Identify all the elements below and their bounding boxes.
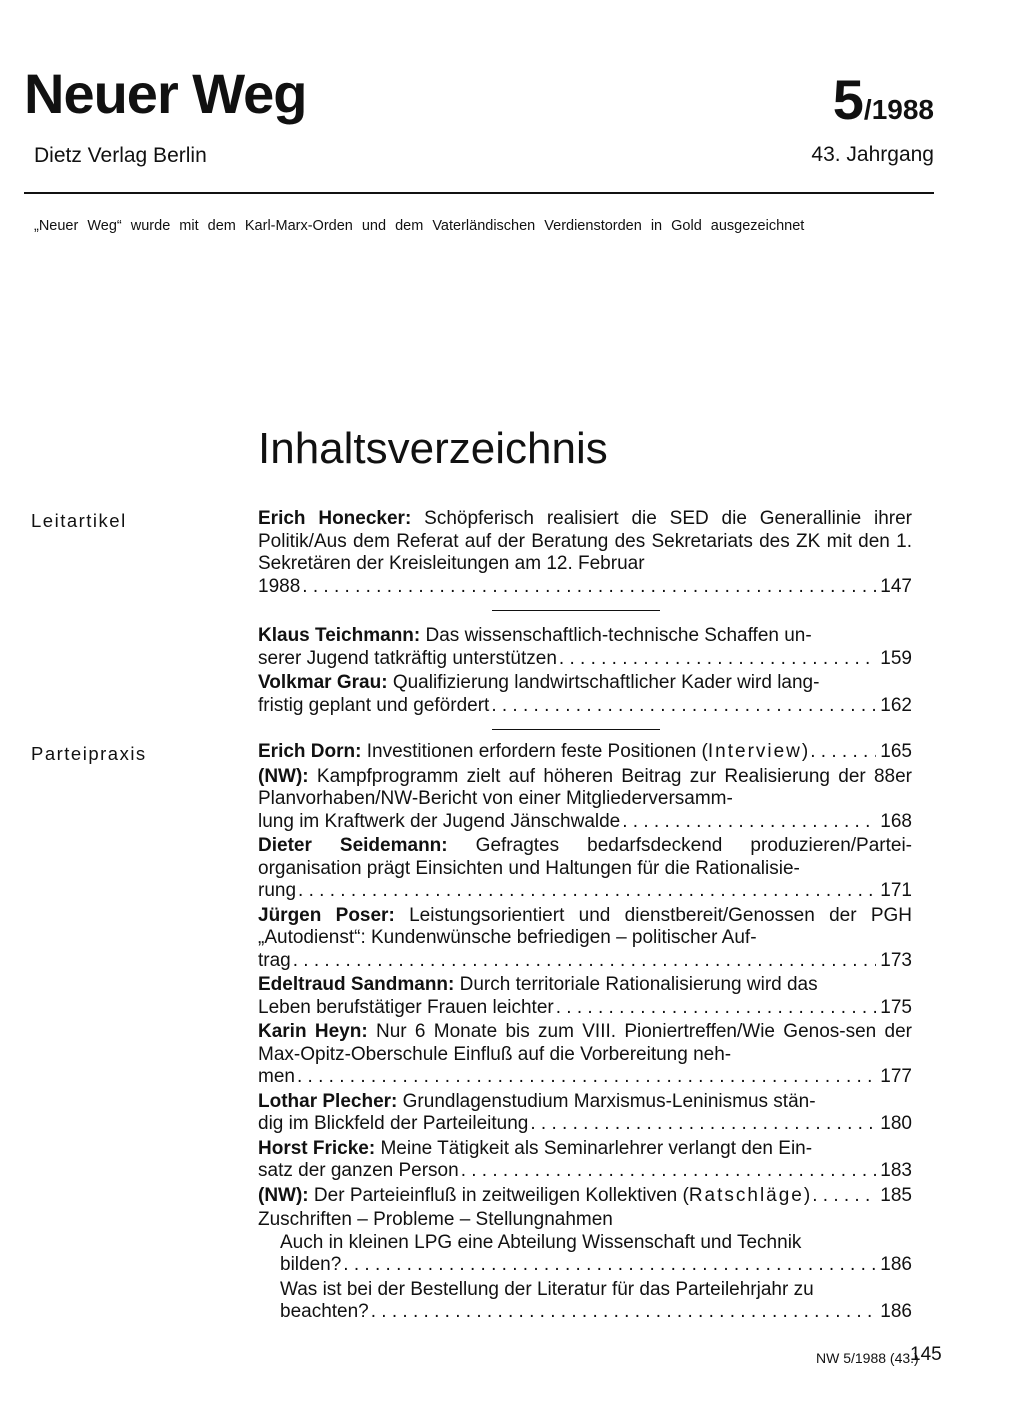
leader-dots <box>298 880 876 903</box>
entry-page: 180 <box>880 1113 912 1134</box>
entry-page: 183 <box>880 1160 912 1181</box>
toc-entry[interactable] <box>258 672 912 717</box>
leader-dots <box>302 576 876 599</box>
leader-dots <box>622 811 876 834</box>
leader-dots <box>556 997 876 1020</box>
toc-entry[interactable] <box>258 741 912 764</box>
entry-title-tail: ) <box>803 1184 811 1206</box>
masthead-rule <box>24 192 934 194</box>
entry-last-line <box>258 950 912 973</box>
entry-page: 147 <box>880 575 912 597</box>
entry-author: Erich Honecker: <box>258 508 412 529</box>
entry-page: 168 <box>880 810 912 832</box>
entry-page: 165 <box>880 741 912 762</box>
volume: 43. Jahrgang <box>811 143 934 166</box>
entry-title: Das wissenschaftlich-technische Schaffen un- <box>425 625 812 646</box>
entry-page: 173 <box>880 949 912 971</box>
section-label-leitartikel: Leitartikel <box>31 510 127 531</box>
entry-title: Durch territoriale Rationalisierung wird das <box>459 974 818 995</box>
toc-entry[interactable] <box>258 1091 912 1136</box>
entry-page: 186 <box>880 1301 912 1322</box>
toc-entry[interactable] <box>258 1185 912 1208</box>
leader-dots <box>293 950 876 973</box>
entry-author: Erich Dorn: <box>258 741 362 762</box>
entry-title: Qualifizierung landwirtschaftlicher Kader wird lang- <box>392 672 820 693</box>
entry-page: 177 <box>880 1066 912 1087</box>
leader-dots <box>297 1066 876 1089</box>
entry-author: Edeltraud Sandmann: <box>258 974 455 995</box>
entry-title: Leistungsorientiert und dienstbereit/Genossen der PGH „Autodienst“: Kundenwünsche befriedigen – politischer Auf- <box>258 904 913 948</box>
leader-dots <box>491 695 876 718</box>
toc-entry[interactable] <box>258 766 912 834</box>
entry-title: Gefragtes bedarfsdeckend produzieren/Partei-organisation prägt Einsichten und Haltungen für die Rationalisie- <box>258 835 913 879</box>
issue-label <box>832 68 934 131</box>
entry-title: Kampfprogramm zielt auf höheren Beitrag zur Realisierung der 88er Planvorhaben/NW-Bericht von einer Mitgliederversamm- <box>258 765 912 809</box>
entry-author: Horst Fricke: <box>258 1137 376 1159</box>
leader-dots <box>530 1113 876 1136</box>
footer-page-number: 145 <box>910 1344 942 1365</box>
entry-last-line <box>258 648 912 671</box>
entry-text <box>258 974 912 997</box>
entry-title: Meine Tätigkeit als Seminarlehrer verlangt den Ein- <box>380 1137 813 1159</box>
entry-text: Was ist bei der Bestellung der Literatur für das Parteilehrjahr zu <box>280 1278 814 1300</box>
entry-title: Nur 6 Monate bis zum VIII. Pioniertreffen/Wie Genos-sen der Max-Opitz-Oberschule Einfluß auf die Vorbereitung neh- <box>258 1021 913 1065</box>
entry-title-end: satz der ganzen Person <box>258 1160 459 1181</box>
entry-last-line <box>258 1160 912 1183</box>
toc-entry[interactable] <box>258 1021 912 1089</box>
entry-page: 171 <box>880 880 912 901</box>
toc-entry[interactable] <box>258 1279 912 1324</box>
entry-title-spaced: Interview <box>707 741 802 762</box>
entry-title: Grundlagenstudium Marxismus-Leninismus stän- <box>402 1090 816 1112</box>
entry-last-line <box>258 811 912 834</box>
entry-last-line <box>258 576 912 599</box>
entry-author: (NW): <box>258 765 309 787</box>
entry-title-end: Leben berufstätiger Frauen leichter <box>258 996 554 1018</box>
entry-title-tail: ) <box>801 741 809 762</box>
publisher: Dietz Verlag Berlin <box>34 144 207 167</box>
entry-text <box>258 1138 912 1161</box>
entry-title-end: Investitionen erfordern feste Positionen ( <box>366 741 708 762</box>
leitartikel-entries <box>258 508 912 744</box>
entry-title-end: rung <box>258 880 297 901</box>
entry-author: Karin Heyn: <box>258 1021 368 1042</box>
entry-last-line <box>258 695 912 718</box>
entry-author: Volkmar Grau: <box>258 672 388 693</box>
entry-title-end: fristig geplant und gefördert <box>258 694 490 716</box>
leader-dots <box>461 1160 876 1183</box>
entry-text <box>258 905 912 950</box>
footer-reference: NW 5/1988 (43.) <box>816 1350 919 1366</box>
parteipraxis-entries <box>258 741 912 1326</box>
entry-last-line <box>280 1301 912 1324</box>
entry-last-line <box>258 880 912 903</box>
entry-page: 175 <box>880 996 912 1018</box>
group-title: Zuschriften – Probleme – Stellungnahmen <box>258 1209 613 1230</box>
toc-entry[interactable] <box>258 1138 912 1183</box>
entry-title-end: trag <box>258 949 291 971</box>
award-line: „Neuer Weg“ wurde mit dem Karl-Marx-Orden und dem Vaterländischen Verdienstorden in Gold ausgezeichnet <box>34 218 805 234</box>
issue-year: /1988 <box>863 94 934 125</box>
toc-entry[interactable] <box>258 835 912 903</box>
entry-text <box>258 1091 912 1114</box>
entry-last-line <box>280 1254 912 1277</box>
section-label-parteipraxis: Parteipraxis <box>31 743 147 764</box>
leader-dots <box>371 1301 876 1324</box>
entry-last-line <box>258 1113 912 1136</box>
leader-dots <box>812 1185 876 1208</box>
toc-entry[interactable] <box>258 1232 912 1277</box>
toc-heading: Inhaltsverzeichnis <box>258 424 608 473</box>
entry-title-end: dig im Blickfeld der Parteileitung <box>258 1113 529 1134</box>
toc-entry[interactable] <box>258 625 912 670</box>
leader-dots <box>810 741 876 764</box>
entry-text: Auch in kleinen LPG eine Abteilung Wissenschaft und Technik <box>280 1231 802 1253</box>
entry-last-line <box>258 1185 912 1208</box>
toc-entry[interactable] <box>258 508 912 598</box>
entry-author: Jürgen Poser: <box>258 904 395 926</box>
leader-dots <box>343 1254 876 1277</box>
entry-text <box>258 672 912 695</box>
entry-page: 162 <box>880 694 912 716</box>
entry-page: 159 <box>880 647 912 669</box>
entry-text <box>258 835 912 880</box>
entry-title-end: lung im Kraftwerk der Jugend Jänschwalde <box>258 810 621 832</box>
entry-text <box>258 508 912 576</box>
issue-number: 5 <box>832 68 864 131</box>
entry-title-end: Der Parteieinfluß in zeitweiligen Kollektiven ( <box>313 1184 689 1206</box>
entry-title-end: 1988 <box>258 575 301 597</box>
entry-title-end: serer Jugend tatkräftig unterstützen <box>258 647 557 669</box>
entry-title: Schöpferisch realisiert die SED die Generallinie ihrer Politik/Aus dem Referat auf der Beratung des Sekretariats des ZK mit den 1. Sekretären der Kreisleitungen am 12. Februar <box>258 508 912 574</box>
entry-title-spaced: Ratschläge <box>688 1184 804 1206</box>
entry-last-line <box>258 1066 912 1089</box>
entry-text <box>258 766 912 811</box>
toc-entry[interactable] <box>258 974 912 1019</box>
entry-title-end: men <box>258 1066 295 1087</box>
entry-author: Dieter Seidemann: <box>258 835 448 856</box>
masthead-title: Neuer Weg <box>24 62 307 125</box>
entry-title-end: beachten? <box>280 1301 369 1322</box>
entry-author: Klaus Teichmann: <box>258 625 421 646</box>
entry-text <box>258 625 912 648</box>
entry-title-end: bilden? <box>280 1254 342 1275</box>
entry-page: 186 <box>880 1254 912 1275</box>
entry-author: Lothar Plecher: <box>258 1090 398 1112</box>
toc-entry[interactable] <box>258 905 912 973</box>
leader-dots <box>559 648 876 671</box>
entry-last-line <box>258 741 912 764</box>
entry-text <box>258 1021 912 1066</box>
separator-rule <box>492 729 660 730</box>
entry-author: (NW): <box>258 1184 309 1206</box>
entry-page: 185 <box>880 1184 912 1206</box>
entry-last-line <box>258 997 912 1020</box>
separator-rule <box>492 610 660 611</box>
